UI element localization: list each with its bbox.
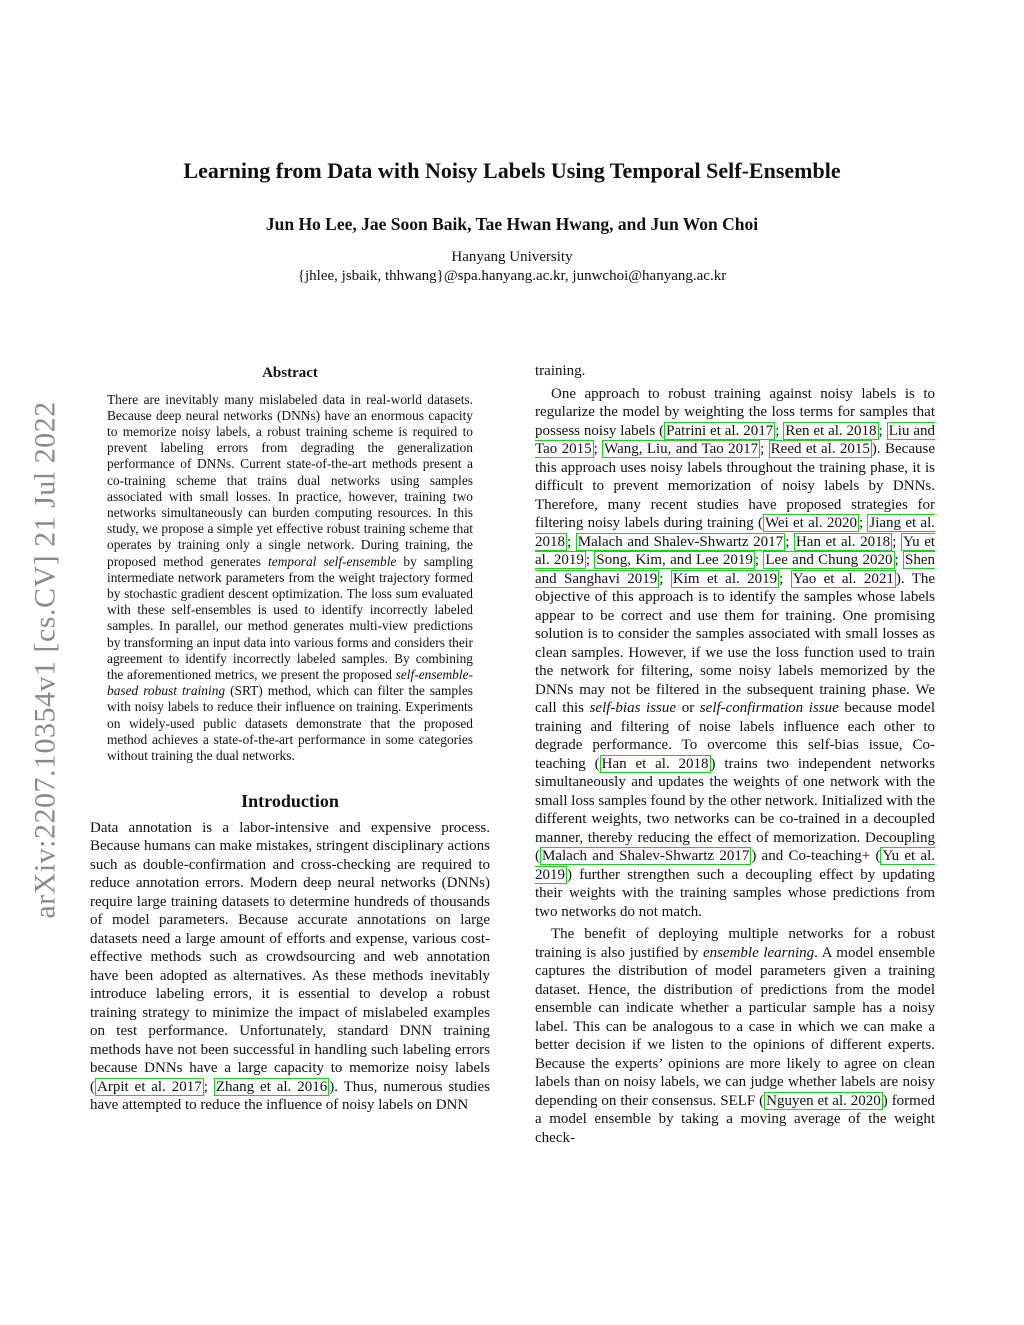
- body-text: One approach to robust training against noisy labels is to regularize the model by weighting the loss terms for samples that possess noisy labels (: [535, 385, 935, 439]
- body-text: ). The objective of this approach is to identify the samples whose labels appear to be correct and use them for training. One promising solution is to consider the samples associated with small losses as clean samples. However, if we use the loss function used to train the network for filtering, some noisy labels memorized by the DNNs may not be filtered in the subsequent training phase. We call this: [535, 570, 936, 716]
- citation-separator: ;: [892, 533, 901, 550]
- emphasis-term: self-confirmation issue: [699, 700, 839, 716]
- citation-link[interactable]: Yu et al. 2019: [535, 848, 935, 883]
- arxiv-identifier-stamp: [26, 360, 66, 960]
- abstract-text: by sampling intermediate network parameters from the weight trajectory formed by stochastic gradient descent optimization. The loss sum evaluated with these self-ensembles is used to identify incorrectly labeled samples. In parallel, our method generates multi-view predictions by transforming an input data into various forms and considers their agreement to identify incorrectly labeled samples. By combining the aforementioned metrics, we present the proposed: [107, 553, 474, 682]
- intro-paragraph: [90, 819, 490, 1115]
- arxiv-id-text: arXiv:2207.10354v1 [cs.CV] 21 Jul 2022: [29, 401, 63, 919]
- citation-separator: ;: [760, 441, 769, 457]
- author-list: Jun Ho Lee, Jae Soon Baik, Tae Hwan Hwang, and Jun Won Choi: [265, 214, 759, 234]
- citation-link[interactable]: Yao et al. 2021: [792, 570, 894, 587]
- citation-link[interactable]: Patrini et al. 2017: [666, 422, 774, 439]
- citation-link[interactable]: Zhang et al. 2016: [215, 1078, 328, 1095]
- citation-separator: ;: [775, 422, 784, 439]
- citation-link[interactable]: Arpit et al. 2017: [97, 1078, 202, 1095]
- citation-link[interactable]: Reed et al. 2015: [770, 441, 870, 457]
- citation-link[interactable]: Han et al. 2018: [795, 533, 891, 550]
- abstract-text: (SRT) method, which can filter the samples with noisy labels to reduce their influence on training. Experiments on widely-used public datasets demonstrate that the proposed method achieves a state-of-the-art performance in some categories without training the dual networks.: [107, 683, 473, 763]
- citation-link[interactable]: Malach and Shalev-Shwartz 2017: [577, 533, 784, 550]
- citation-link[interactable]: Kim et al. 2019: [672, 570, 778, 587]
- citation-separator: ;: [779, 570, 791, 587]
- citation-separator: ;: [203, 1078, 214, 1095]
- citation-link[interactable]: Wei et al. 2020: [764, 515, 857, 531]
- body-paragraph: [535, 385, 935, 922]
- continued-text: training.: [535, 363, 586, 379]
- citation-separator: ;: [754, 552, 764, 568]
- body-text: or: [676, 700, 700, 716]
- left-column: [90, 362, 490, 1115]
- body-text: ) trains two independent networks simultaneously and updates the weights of one network with the small loss samples found by the other network. Initialized with the different weights, two networks can be co-trained in a decoupled manner, thereby reducing the effect of memorization. Decoupling (: [535, 755, 936, 864]
- citation-separator: ;: [894, 552, 903, 568]
- paper-title: Learning from Data with Noisy Labels Using Temporal Self-Ensemble: [183, 158, 841, 183]
- emphasis-term: ensemble learning: [702, 944, 815, 961]
- citation-separator: ;: [567, 533, 576, 550]
- author-emails: {jhlee, jsbaik, thhwang}@spa.hanyang.ac.kr, junwchoi@hanyang.ac.kr: [297, 268, 727, 284]
- abstract-text: There are inevitably many mislabeled data in real-world datasets. Because deep neural networks (DNNs) have an enormous capacity to memorize noisy labels, a robust training scheme is required to prevent labeling errors from degrading the generalization performance of DNNs. Current state-of-the-art methods present a co-training scheme that trains dual networks using samples associated with small losses. In practice, however, training two networks simultaneously can burden computing resources. In this study, we propose a simple yet effective robust training scheme that operates by training only a single network. During training, the proposed method generates: [107, 391, 473, 569]
- citation-link[interactable]: Ren et al. 2018: [785, 422, 877, 439]
- introduction-heading: Introduction: [241, 791, 339, 812]
- abstract-emphasis: self-ensemble-based robust training: [107, 666, 473, 699]
- body-text: Data annotation is a labor-intensive and expensive process. Because humans can make mistakes, stringent disciplinary actions such as double-confirmation and cross-checking are required to reduce annotation errors. Modern deep neural networks (DNNs) require large training datasets to determine hundreds of thousands of model parameters. Because accurate annotations on large datasets need a large amount of efforts and expense, various cost-effective methods such as crowdsourcing and web annotation have been adopted as alternatives. As these methods inevitably introduce labeling errors, it is essential to develop a robust training strategy to minimize the impact of mislabeled examples on test performance. Unfortunately, standard DNN training methods have not been successful in handling such labeling errors because DNNs have a large capacity to memorize noisy labels (: [90, 819, 490, 1095]
- abstract-emphasis: temporal self-ensemble: [268, 553, 397, 569]
- citation-separator: ;: [858, 515, 868, 531]
- body-text: ) formed a model ensemble by taking a moving average of the weight check-: [535, 1092, 936, 1146]
- citation-link[interactable]: Han et al. 2018: [601, 755, 709, 772]
- citation-link[interactable]: Shen and Sanghavi 2019: [535, 552, 935, 587]
- citation-link[interactable]: Nguyen et al. 2020: [766, 1092, 881, 1109]
- body-text: ). Thus, numerous studies have attempted to reduce the influence of noisy labels on DNN: [90, 1078, 490, 1114]
- body-text: . A model ensemble captures the distribution of model parameters given a training dataset. Hence, the distribution of predictions from the model ensemble can indicate whether a particular sample has a noisy label. This can be analogous to a case in which we can make a better decision if we listen to the opinions of different experts. Because the experts’ opinions are more likely to agree on clean labels than on noisy labels, we can judge whether labels are noisy depending on their consensus. SELF (: [535, 944, 936, 1109]
- body-text: The benefit of deploying multiple networks for a robust training is also justified by: [535, 926, 935, 961]
- right-column: [535, 362, 935, 1147]
- citation-link[interactable]: Liu and Tao 2015: [535, 422, 935, 457]
- citation-separator: ;: [659, 570, 671, 587]
- citation-link[interactable]: Lee and Chung 2020: [765, 552, 893, 568]
- body-text: ) further strengthen such a decoupling effect by updating their weights with the training samples whose predictions from two networks do not match.: [535, 866, 935, 920]
- citation-link[interactable]: Song, Kim, and Lee 2019: [596, 552, 753, 568]
- body-text: because model training and filtering of noise labels influence each other to degrade performance. To overcome this self-bias issue, Co-teaching (: [535, 700, 935, 772]
- citation-link[interactable]: Wang, Liu, and Tao 2017: [604, 441, 759, 457]
- abstract-heading: Abstract: [262, 365, 318, 381]
- emphasis-term: self-bias issue: [589, 700, 677, 716]
- body-text: ). Because this approach uses noisy labels throughout the training phase, it is difficult to prevent memorization of noisy labels by DNNs. Therefore, many recent studies have proposed strategies for filtering noisy labels during training (: [535, 441, 935, 531]
- body-text: ) and Co-teaching+ (: [751, 848, 881, 864]
- affiliation-block: [0, 248, 1024, 286]
- citation-link[interactable]: Malach and Shalev-Shwartz 2017: [542, 848, 750, 864]
- affiliation: Hanyang University: [451, 249, 573, 265]
- citation-separator: ;: [878, 422, 887, 439]
- citation-separator: ;: [593, 441, 603, 457]
- citation-link[interactable]: Jiang et al. 2018: [535, 515, 935, 550]
- citation-link[interactable]: Yu et al. 2019: [535, 533, 936, 568]
- abstract-body: [107, 392, 473, 765]
- body-paragraph: [535, 925, 935, 1147]
- citation-separator: ;: [585, 552, 595, 568]
- citation-separator: ;: [785, 533, 794, 550]
